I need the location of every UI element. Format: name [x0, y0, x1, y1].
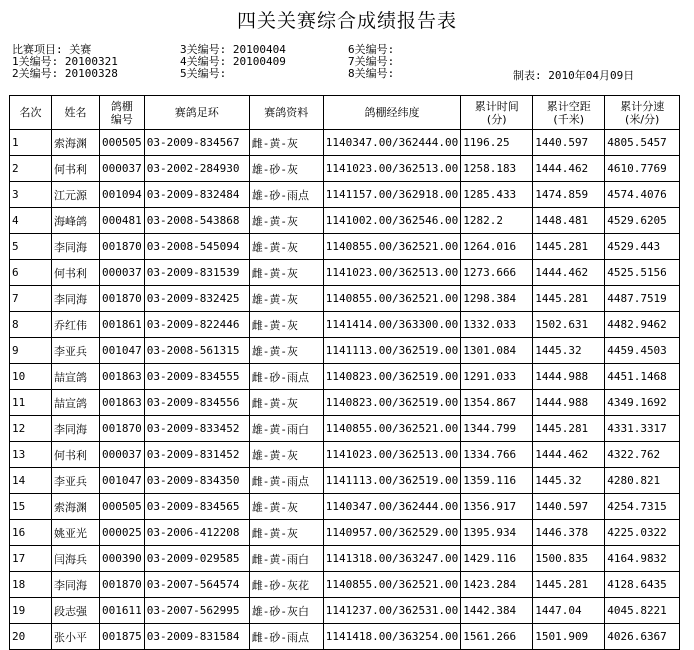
distance-cell: 1444.988 — [533, 390, 605, 416]
pigeon-info-cell: 雌-黄-雨白 — [249, 546, 323, 572]
table-row — [10, 390, 680, 416]
time-cell: 1561.266 — [461, 624, 533, 650]
column-header: 累计分速 (米/分) — [605, 96, 680, 130]
made-date: 制表: 2010年04月09日 — [513, 69, 635, 82]
speed-cell: 4128.6435 — [605, 572, 680, 598]
table-row — [10, 416, 680, 442]
pigeon-info-cell: 雄-黄-灰 — [249, 286, 323, 312]
meta-line: 8关编号: — [348, 67, 395, 80]
distance-cell: 1440.597 — [533, 130, 605, 156]
meta-line: 5关编号: — [180, 67, 227, 80]
rank-cell: 6 — [10, 260, 52, 286]
table-row — [10, 260, 680, 286]
rank-cell: 17 — [10, 546, 52, 572]
coordinates-cell: 1141318.00/363247.00 — [323, 546, 460, 572]
table-row — [10, 546, 680, 572]
time-cell: 1282.2 — [461, 208, 533, 234]
speed-cell: 4805.5457 — [605, 130, 680, 156]
distance-cell: 1445.281 — [533, 416, 605, 442]
distance-cell: 1448.481 — [533, 208, 605, 234]
pigeon-info-cell: 雌-黄-雨点 — [249, 468, 323, 494]
coordinates-cell: 1141023.00/362513.00 — [323, 442, 460, 468]
time-cell: 1395.934 — [461, 520, 533, 546]
loft-id-cell: 001870 — [100, 234, 145, 260]
loft-id-cell: 001047 — [100, 338, 145, 364]
distance-cell: 1444.988 — [533, 364, 605, 390]
pigeon-info-cell: 雄-砂-灰白 — [249, 598, 323, 624]
column-header: 名次 — [10, 96, 52, 130]
rank-cell: 14 — [10, 468, 52, 494]
speed-cell: 4529.6205 — [605, 208, 680, 234]
ring-cell: 03-2009-831539 — [144, 260, 249, 286]
table-row — [10, 442, 680, 468]
speed-cell: 4331.3317 — [605, 416, 680, 442]
coordinates-cell: 1140823.00/362519.00 — [323, 364, 460, 390]
table-row — [10, 624, 680, 650]
table-row — [10, 494, 680, 520]
coordinates-cell: 1141002.00/362546.00 — [323, 208, 460, 234]
time-cell: 1298.384 — [461, 286, 533, 312]
rank-cell: 7 — [10, 286, 52, 312]
distance-cell: 1444.462 — [533, 442, 605, 468]
name-cell: 李同海 — [52, 234, 100, 260]
column-header: 赛鸽足环 — [144, 96, 249, 130]
coordinates-cell: 1141023.00/362513.00 — [323, 260, 460, 286]
meta-line: 1关编号: 20100321 — [12, 55, 118, 68]
table-header-row — [10, 96, 680, 130]
name-cell: 喆宣鸽 — [52, 364, 100, 390]
table-row — [10, 234, 680, 260]
table-row — [10, 156, 680, 182]
table-body — [10, 130, 680, 650]
distance-cell: 1501.909 — [533, 624, 605, 650]
speed-cell: 4322.762 — [605, 442, 680, 468]
distance-cell: 1446.378 — [533, 520, 605, 546]
loft-id-cell: 001863 — [100, 390, 145, 416]
ring-cell: 03-2007-562995 — [144, 598, 249, 624]
pigeon-info-cell: 雄-黄-雨白 — [249, 416, 323, 442]
rank-cell: 12 — [10, 416, 52, 442]
coordinates-cell: 1141023.00/362513.00 — [323, 156, 460, 182]
coordinates-cell: 1141113.00/362519.00 — [323, 338, 460, 364]
coordinates-cell: 1140957.00/362529.00 — [323, 520, 460, 546]
table-row — [10, 182, 680, 208]
distance-cell: 1500.835 — [533, 546, 605, 572]
coordinates-cell: 1140347.00/362444.00 — [323, 494, 460, 520]
coordinates-cell: 1141157.00/362918.00 — [323, 182, 460, 208]
coordinates-cell: 1140855.00/362521.00 — [323, 572, 460, 598]
loft-id-cell: 001047 — [100, 468, 145, 494]
name-cell: 李亚兵 — [52, 468, 100, 494]
ring-cell: 03-2009-834565 — [144, 494, 249, 520]
name-cell: 海峰鸽 — [52, 208, 100, 234]
speed-cell: 4349.1692 — [605, 390, 680, 416]
meta-column-3 — [348, 44, 394, 80]
loft-id-cell: 000037 — [100, 156, 145, 182]
pigeon-info-cell: 雌-黄-灰 — [249, 260, 323, 286]
speed-cell: 4254.7315 — [605, 494, 680, 520]
coordinates-cell: 1140855.00/362521.00 — [323, 416, 460, 442]
time-cell: 1273.666 — [461, 260, 533, 286]
table-row — [10, 130, 680, 156]
speed-cell: 4164.9832 — [605, 546, 680, 572]
rank-cell: 15 — [10, 494, 52, 520]
name-cell: 乔红伟 — [52, 312, 100, 338]
ring-cell: 03-2006-412208 — [144, 520, 249, 546]
name-cell: 张小平 — [52, 624, 100, 650]
name-cell: 闫海兵 — [52, 546, 100, 572]
speed-cell: 4225.0322 — [605, 520, 680, 546]
rank-cell: 10 — [10, 364, 52, 390]
ring-cell: 03-2002-284930 — [144, 156, 249, 182]
column-header: 姓名 — [52, 96, 100, 130]
distance-cell: 1502.631 — [533, 312, 605, 338]
table-row — [10, 208, 680, 234]
loft-id-cell: 001870 — [100, 416, 145, 442]
speed-cell: 4525.5156 — [605, 260, 680, 286]
ring-cell: 03-2009-832484 — [144, 182, 249, 208]
speed-cell: 4280.821 — [605, 468, 680, 494]
distance-cell: 1445.32 — [533, 468, 605, 494]
time-cell: 1258.183 — [461, 156, 533, 182]
page-title: 四关关赛综合成绩报告表 — [236, 10, 457, 32]
coordinates-cell: 1140823.00/362519.00 — [323, 390, 460, 416]
meta-line: 3关编号: 20100404 — [180, 43, 286, 56]
coordinates-cell: 1141418.00/363254.00 — [323, 624, 460, 650]
name-cell: 喆宣鸽 — [52, 390, 100, 416]
pigeon-info-cell: 雌-黄-灰 — [249, 520, 323, 546]
loft-id-cell: 001094 — [100, 182, 145, 208]
ring-cell: 03-2009-822446 — [144, 312, 249, 338]
name-cell: 索海渊 — [52, 494, 100, 520]
loft-id-cell: 000505 — [100, 494, 145, 520]
rank-cell: 1 — [10, 130, 52, 156]
name-cell: 李同海 — [52, 416, 100, 442]
distance-cell: 1445.281 — [533, 234, 605, 260]
meta-line: 比赛项目: 关赛 — [12, 43, 92, 56]
time-cell: 1332.033 — [461, 312, 533, 338]
speed-cell: 4574.4076 — [605, 182, 680, 208]
distance-cell: 1447.04 — [533, 598, 605, 624]
rank-cell: 20 — [10, 624, 52, 650]
distance-cell: 1474.859 — [533, 182, 605, 208]
pigeon-info-cell: 雌-砂-灰花 — [249, 572, 323, 598]
loft-id-cell: 001611 — [100, 598, 145, 624]
rank-cell: 4 — [10, 208, 52, 234]
loft-id-cell: 001870 — [100, 286, 145, 312]
loft-id-cell: 000025 — [100, 520, 145, 546]
rank-cell: 18 — [10, 572, 52, 598]
distance-cell: 1440.597 — [533, 494, 605, 520]
name-cell: 李亚兵 — [52, 338, 100, 364]
pigeon-info-cell: 雄-砂-雨点 — [249, 182, 323, 208]
column-header: 赛鸽资料 — [249, 96, 323, 130]
rank-cell: 3 — [10, 182, 52, 208]
table-row — [10, 572, 680, 598]
pigeon-info-cell: 雄-黄-灰 — [249, 234, 323, 260]
coordinates-cell: 1140347.00/362444.00 — [323, 130, 460, 156]
rank-cell: 9 — [10, 338, 52, 364]
ring-cell: 03-2009-831584 — [144, 624, 249, 650]
meta-column-1 — [12, 44, 118, 80]
ring-cell: 03-2009-834556 — [144, 390, 249, 416]
column-header: 鸽棚 编号 — [100, 96, 145, 130]
speed-cell: 4482.9462 — [605, 312, 680, 338]
ring-cell: 03-2009-833452 — [144, 416, 249, 442]
ring-cell: 03-2008-561315 — [144, 338, 249, 364]
time-cell: 1423.284 — [461, 572, 533, 598]
pigeon-info-cell: 雌-砂-雨点 — [249, 624, 323, 650]
rank-cell: 5 — [10, 234, 52, 260]
name-cell: 李同海 — [52, 286, 100, 312]
distance-cell: 1445.32 — [533, 338, 605, 364]
column-header: 累计时间 (分) — [461, 96, 533, 130]
pigeon-info-cell: 雄-砂-灰 — [249, 156, 323, 182]
ring-cell: 03-2009-834567 — [144, 130, 249, 156]
name-cell: 江元源 — [52, 182, 100, 208]
loft-id-cell: 000037 — [100, 260, 145, 286]
coordinates-cell: 1140855.00/362521.00 — [323, 234, 460, 260]
meta-line: 7关编号: — [348, 55, 395, 68]
rank-cell: 13 — [10, 442, 52, 468]
time-cell: 1301.084 — [461, 338, 533, 364]
meta-line: 4关编号: 20100409 — [180, 55, 286, 68]
pigeon-info-cell: 雄-黄-灰 — [249, 208, 323, 234]
results-table — [9, 95, 680, 650]
meta-line: 6关编号: — [348, 43, 395, 56]
distance-cell: 1444.462 — [533, 156, 605, 182]
rank-cell: 2 — [10, 156, 52, 182]
ring-cell: 03-2008-545094 — [144, 234, 249, 260]
table-row — [10, 338, 680, 364]
name-cell: 李同海 — [52, 572, 100, 598]
loft-id-cell: 000390 — [100, 546, 145, 572]
speed-cell: 4487.7519 — [605, 286, 680, 312]
table-row — [10, 468, 680, 494]
rank-cell: 16 — [10, 520, 52, 546]
loft-id-cell: 000481 — [100, 208, 145, 234]
time-cell: 1356.917 — [461, 494, 533, 520]
ring-cell: 03-2008-543868 — [144, 208, 249, 234]
pigeon-info-cell: 雌-黄-灰 — [249, 130, 323, 156]
column-header: 鸽棚经纬度 — [323, 96, 460, 130]
name-cell: 何书利 — [52, 442, 100, 468]
pigeon-info-cell: 雄-黄-灰 — [249, 494, 323, 520]
time-cell: 1344.799 — [461, 416, 533, 442]
speed-cell: 4045.8221 — [605, 598, 680, 624]
coordinates-cell: 1140855.00/362521.00 — [323, 286, 460, 312]
time-cell: 1442.384 — [461, 598, 533, 624]
rank-cell: 19 — [10, 598, 52, 624]
time-cell: 1354.867 — [461, 390, 533, 416]
speed-cell: 4610.7769 — [605, 156, 680, 182]
pigeon-info-cell: 雌-黄-灰 — [249, 312, 323, 338]
time-cell: 1429.116 — [461, 546, 533, 572]
loft-id-cell: 001863 — [100, 364, 145, 390]
ring-cell: 03-2007-564574 — [144, 572, 249, 598]
name-cell: 何书利 — [52, 156, 100, 182]
pigeon-info-cell: 雄-黄-灰 — [249, 338, 323, 364]
name-cell: 段志强 — [52, 598, 100, 624]
time-cell: 1264.016 — [461, 234, 533, 260]
pigeon-info-cell: 雌-黄-灰 — [249, 390, 323, 416]
rank-cell: 11 — [10, 390, 52, 416]
speed-cell: 4529.443 — [605, 234, 680, 260]
coordinates-cell: 1141113.00/362519.00 — [323, 468, 460, 494]
ring-cell: 03-2009-832425 — [144, 286, 249, 312]
loft-id-cell: 001870 — [100, 572, 145, 598]
time-cell: 1359.116 — [461, 468, 533, 494]
speed-cell: 4459.4503 — [605, 338, 680, 364]
ring-cell: 03-2009-834350 — [144, 468, 249, 494]
loft-id-cell: 001861 — [100, 312, 145, 338]
name-cell: 姚亚光 — [52, 520, 100, 546]
meta-line: 2关编号: 20100328 — [12, 67, 118, 80]
table-row — [10, 286, 680, 312]
pigeon-info-cell: 雌-砂-雨点 — [249, 364, 323, 390]
table-row — [10, 520, 680, 546]
time-cell: 1285.433 — [461, 182, 533, 208]
loft-id-cell: 000505 — [100, 130, 145, 156]
name-cell: 何书利 — [52, 260, 100, 286]
ring-cell: 03-2009-831452 — [144, 442, 249, 468]
meta-column-2 — [180, 44, 286, 80]
loft-id-cell: 000037 — [100, 442, 145, 468]
time-cell: 1291.033 — [461, 364, 533, 390]
ring-cell: 03-2009-029585 — [144, 546, 249, 572]
time-cell: 1196.25 — [461, 130, 533, 156]
distance-cell: 1444.462 — [533, 260, 605, 286]
column-header: 累计空距 (千米) — [533, 96, 605, 130]
coordinates-cell: 1141414.00/363300.00 — [323, 312, 460, 338]
loft-id-cell: 001875 — [100, 624, 145, 650]
distance-cell: 1445.281 — [533, 572, 605, 598]
table-row — [10, 364, 680, 390]
table-row — [10, 312, 680, 338]
name-cell: 索海渊 — [52, 130, 100, 156]
time-cell: 1334.766 — [461, 442, 533, 468]
rank-cell: 8 — [10, 312, 52, 338]
table-row — [10, 598, 680, 624]
ring-cell: 03-2009-834555 — [144, 364, 249, 390]
speed-cell: 4026.6367 — [605, 624, 680, 650]
coordinates-cell: 1141237.00/362531.00 — [323, 598, 460, 624]
speed-cell: 4451.1468 — [605, 364, 680, 390]
distance-cell: 1445.281 — [533, 286, 605, 312]
pigeon-info-cell: 雄-黄-灰 — [249, 442, 323, 468]
